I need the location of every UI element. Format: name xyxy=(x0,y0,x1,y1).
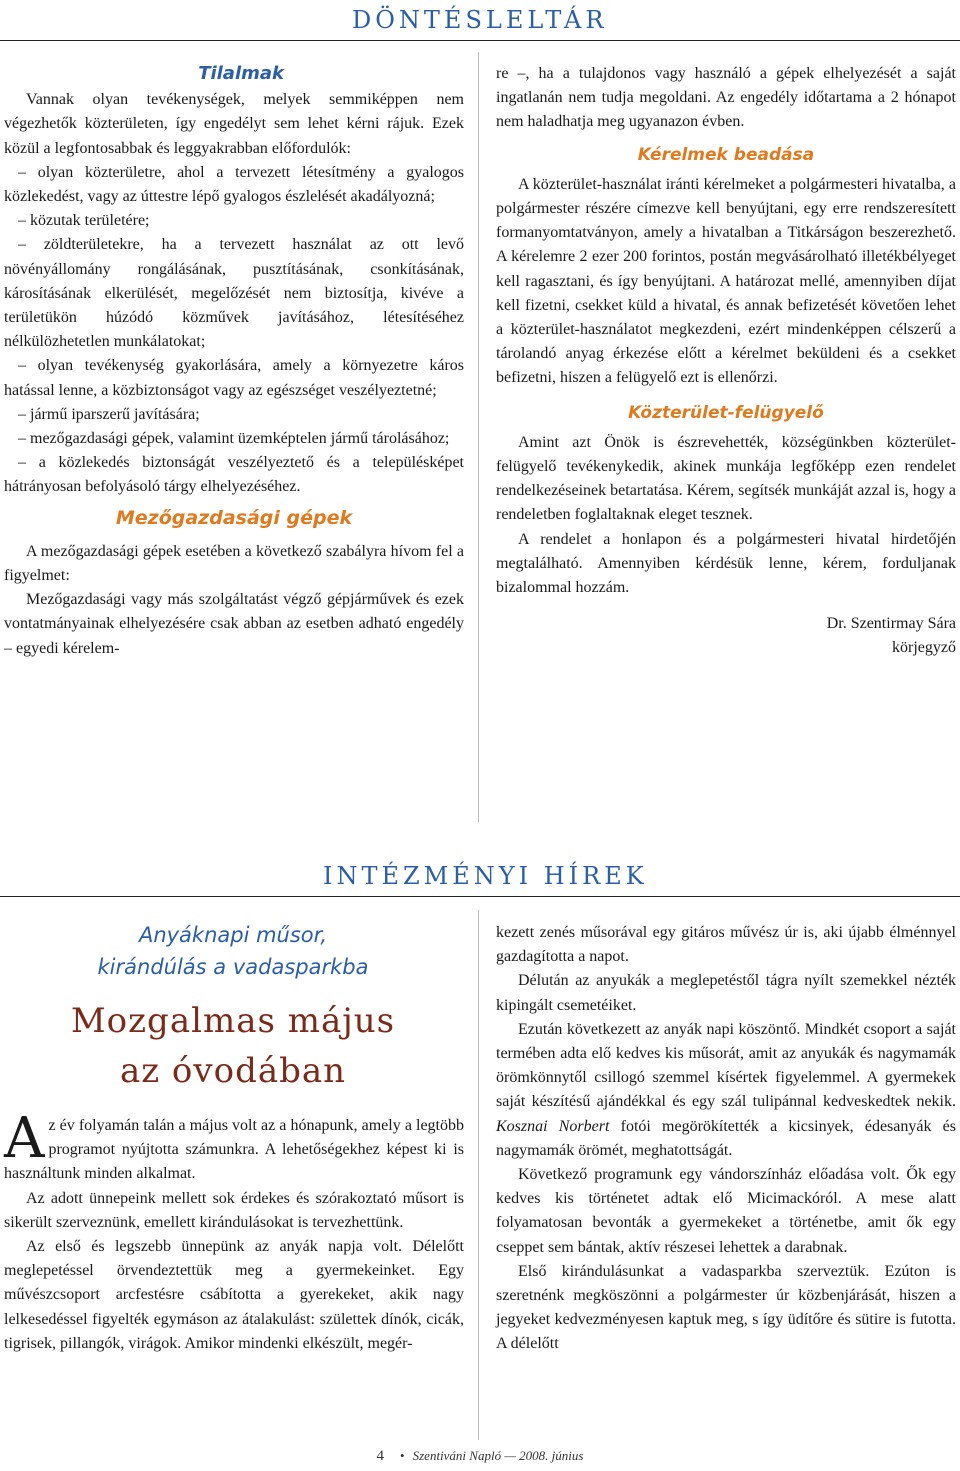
page-number: 4 xyxy=(376,1448,385,1464)
list-item: – a közlekedés biztonságát veszélyeztető és a településképet hátrányosan befolyásoló tárgy elhelyezéséhez. xyxy=(4,454,464,496)
paragraph xyxy=(496,1018,956,1163)
paragraph-text: z év folyamán talán a május volt az a hónapunk, amely a legtöbb programot nyújtotta számunkra. A lehetőségekhez képest ki is használtunk minden alkalmat. xyxy=(4,1117,464,1183)
paragraph: Délután az anyukák a meglepetéstől tágra nyílt szemekkel nézték kipingált csemetéiket. xyxy=(496,972,956,1014)
paragraph-text: fotói megörökítették a kicsinyek, édesanyák és nagymamák örömét, meghatottságát. xyxy=(496,1117,957,1159)
heading-mezogazdasagi-gepek: Mezőgazdasági gépek xyxy=(115,506,353,529)
paragraph xyxy=(4,1106,464,1187)
paragraph: Első kirándulásunkat a vadasparkba szerveztük. Ezúton is szeretnénk megköszönni a polgármester úr közbenjárását, hiszen a jegyeket kedvezményesen kaptuk meg, s így üdítőre és sütire is futotta. A délelőtt xyxy=(496,1262,956,1353)
section-title-intezmenyi-hirek: INTÉZMÉNYI HÍREK xyxy=(323,862,648,890)
page-footer: 4 • Szentiváni Napló — 2008. június xyxy=(376,1448,584,1464)
list-item: – zöldterületekre, ha a tervezett használat az ott levő növényállomány rongálásának, pusztításának, csonkításának, károsításának elkerülését, megelőzését nem biztosítja, kivéve a területükön húzódó közművek javításához, létesítéséhez nélkülözhetetlen munkálatokat; xyxy=(4,236,464,351)
main-headline-2: az óvodában xyxy=(119,1051,347,1091)
list-item: – közutak területére; xyxy=(18,212,150,230)
paragraph: A rendelet a honlapon és a polgármesteri hivatal hirdetőjén megtalálható. Amennyiben kérdésük lenne, kérem, forduljanak bizalommal hozzám. xyxy=(496,530,956,597)
photographer-name: Kosznai Norbert xyxy=(496,1117,610,1135)
paragraph: Az első és legszebb ünnepünk az anyák napja volt. Délelőtt meglepetéssel örvendeztettük meg a gyermekeinket. Egy művészcsoport arcfestésre csábította a gyerekeket, akik nagy lelkesedéssel figyelték egymáson az átalakulást: születtek dínók, cicák, tigrisek, pillangók, virágok. Amikor mindenki elkészült, megér- xyxy=(4,1238,464,1352)
heading-tilalmak: Tilalmak xyxy=(198,63,284,84)
column-divider-top xyxy=(478,52,479,822)
paragraph: Az adott ünnepeink mellett sok érdekes és szórakoztató műsort is sikerült szerveznünk, emellett kirándulásokat is tervezhettünk. xyxy=(4,1189,464,1231)
left-column-top xyxy=(4,60,464,661)
paragraph: A mezőgazdasági gépek esetében a következő szabályra hívom fel a figyelmet: xyxy=(4,542,464,585)
list-item: – mezőgazdasági gépek, valamint üzemképtelen jármű tárolásához; xyxy=(18,430,450,448)
left-column-bottom xyxy=(4,1106,464,1356)
paragraph: Amint azt Önök is észrevehették, községünkben közterület-felügyelő tevékenykedik, akinek munkája legfőképp ezen rendelet rendelkezéseinek betartatása. Kérem, segítsék munkáját azzal is, hogy a rendeletben foglaltaknak eleget tesznek. xyxy=(496,433,956,524)
paragraph: Mezőgazdasági vagy más szolgáltatást végző gépjárművek és ezek vontatmányainak elhelyezésére csak abban az esetben adható engedély – egyedi kérelem- xyxy=(4,591,464,657)
paragraph: A közterület-használat iránti kérelmeket a polgármesteri hivatalba, a polgármester részére címezve kell benyújtani, egy erre rendszeresített formanyomtatványon, amely a hivatalban a Titkárságon beszerezhető. A kérelemre 2 ezer 200 forintos, postán megvásárolható illetékbélyeget kell ragasztani, és így benyújtani. A határozat mellé, amennyiben díjat kell fizetni, csekket küld a hivatal, és annak befizetését követően lehet a közterület-használatot megkezdeni, ezért mindenképpen célszerű a tárolandó anyag érkezése előtt a kérelmet beküldeni és a csekket befizetni, hiszen a felügyelő ezt is ellenőrzi. xyxy=(496,175,956,387)
heading-kozterulet-felugyelo: Közterület-felügyelő xyxy=(628,402,824,423)
paragraph: kezett zenés műsorával egy gitáros művész úr is, aki újabb élménnyel gazdagította a napot. xyxy=(496,924,956,966)
signature-title: körjegyző xyxy=(892,639,956,657)
publication-date: 2008. június xyxy=(519,1448,584,1463)
signature-name: Dr. Szentirmay Sára xyxy=(826,615,956,633)
paragraph: re –, ha a tulajdonos vagy használó a gépek elhelyezését a saját ingatlanán nem tudja megoldani. Az engedély időtartama a 2 hónapot nem haladhatja meg ugyanazon évben. xyxy=(496,65,956,131)
header-rule-mid xyxy=(0,896,960,897)
paragraph: Következő programunk egy vándorszínház előadása volt. Ők egy kedves kis történetet adtak elő Micimackóról. A mese alatt folyamatosan bevonták a gyermekeket a történetbe, amit ők egy cseppet sem bántak, aktív részesei lehettek a darabnak. xyxy=(496,1166,956,1256)
subheadline-1: Anyáknapi műsor, xyxy=(138,923,328,947)
right-column-top xyxy=(496,62,956,661)
heading-kerelmek-beadasa: Kérelmek beadása xyxy=(637,144,815,165)
subheadline-2: kirándúlás a vadasparkba xyxy=(97,955,369,979)
paragraph-text: Ezután következett az anyák napi köszöntő. Mindkét csoport a saját termében adta elő kedves kis műsorát, amit az anyukák és nagymamák örömkönnytől csillogó szemmel kísértek figyelemmel. A gyermekek saját készítésű ajándékkal és egy szál tulipánnal kedveskedtek nekik. xyxy=(496,1020,956,1111)
column-divider-bottom xyxy=(478,910,479,1440)
list-item: – jármű iparszerű javítására; xyxy=(18,405,200,423)
header-rule-top xyxy=(0,40,960,41)
publication-name: Szentiváni Napló xyxy=(412,1448,502,1463)
main-headline-1: Mozgalmas május xyxy=(70,1001,396,1041)
list-item: – olyan közterületre, ahol a tervezett létesítmény a gyalogos közlekedést, vagy az úttestre lépő gyalogos észlelését akadályozná; xyxy=(4,163,464,206)
drop-cap: A xyxy=(4,1106,45,1171)
bullet-separator: • xyxy=(400,1448,405,1463)
section-title-dontesleltar: DÖNTÉSLELTÁR xyxy=(352,6,608,34)
list-item: – olyan tevékenység gyakorlására, amely a környezetre káros hatással lenne, a közbiztonságot vagy az egészséget veszélyeztetné; xyxy=(4,357,464,399)
right-column-bottom xyxy=(496,921,956,1357)
paragraph: Vannak olyan tevékenységek, melyek semmiképpen nem végezhetők közterületen, így engedélyt sem lehet kérni rájuk. Ezek közül a legfontosabbak és leggyakrabban előfordulók: xyxy=(4,91,464,157)
